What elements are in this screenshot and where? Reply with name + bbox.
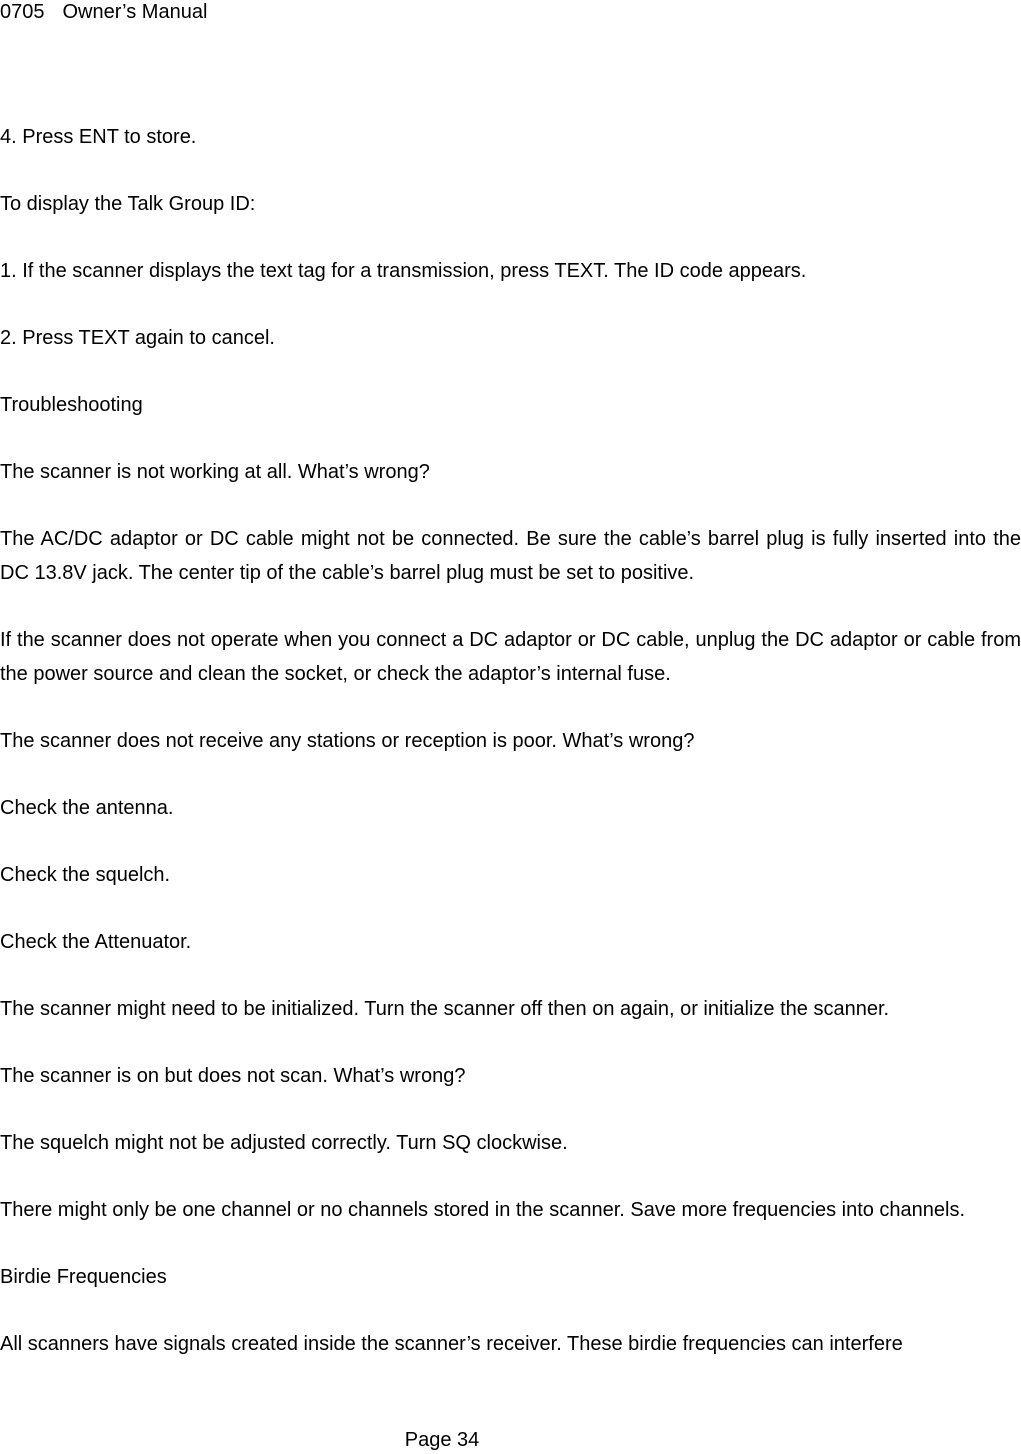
paragraph: The AC/DC adaptor or DC cable might not be connected. Be sure the cable’s barrel plug is fully inserted into the DC 13.8V jack. The center tip of the cable’s barrel plug must be set to positive. — [0, 528, 1021, 584]
manual-code: 0705 — [0, 1, 45, 23]
section-heading: Birdie Frequencies — [0, 1266, 167, 1288]
paragraph: The scanner might need to be initialized. Turn the scanner off then on again, or initialize the scanner. — [0, 998, 890, 1020]
paragraph: Check the antenna. — [0, 797, 174, 819]
paragraph: The scanner is on but does not scan. What’s wrong? — [0, 1065, 466, 1087]
section-heading: Troubleshooting — [0, 394, 143, 416]
paragraph: 1. If the scanner displays the text tag for a transmission, press TEXT. The ID code appears. — [0, 260, 807, 282]
paragraph: The scanner does not receive any stations or reception is poor. What’s wrong? — [0, 730, 695, 752]
paragraph: 4. Press ENT to store. — [0, 126, 197, 148]
paragraph: There might only be one channel or no channels stored in the scanner. Save more frequencies into channels. — [0, 1199, 966, 1221]
page-number: Page 34 — [404, 1429, 480, 1451]
page-body — [0, 120, 1021, 1394]
paragraph: 2. Press TEXT again to cancel. — [0, 327, 275, 349]
paragraph: If the scanner does not operate when you connect a DC adaptor or DC cable, unplug the DC adaptor or cable from the power source and clean the socket, or check the adaptor’s internal fuse. — [0, 629, 1021, 685]
paragraph: Check the Attenuator. — [0, 931, 192, 953]
paragraph: Check the squelch. — [0, 864, 171, 886]
paragraph: All scanners have signals created inside the scanner’s receiver. These birdie frequencies can interfere — [0, 1333, 903, 1355]
manual-title: Owner’s Manual — [62, 1, 208, 23]
paragraph: The scanner is not working at all. What’s wrong? — [0, 461, 430, 483]
paragraph: To display the Talk Group ID: — [0, 193, 256, 215]
page-header — [0, 0, 207, 24]
paragraph: The squelch might not be adjusted correctly. Turn SQ clockwise. — [0, 1132, 568, 1154]
